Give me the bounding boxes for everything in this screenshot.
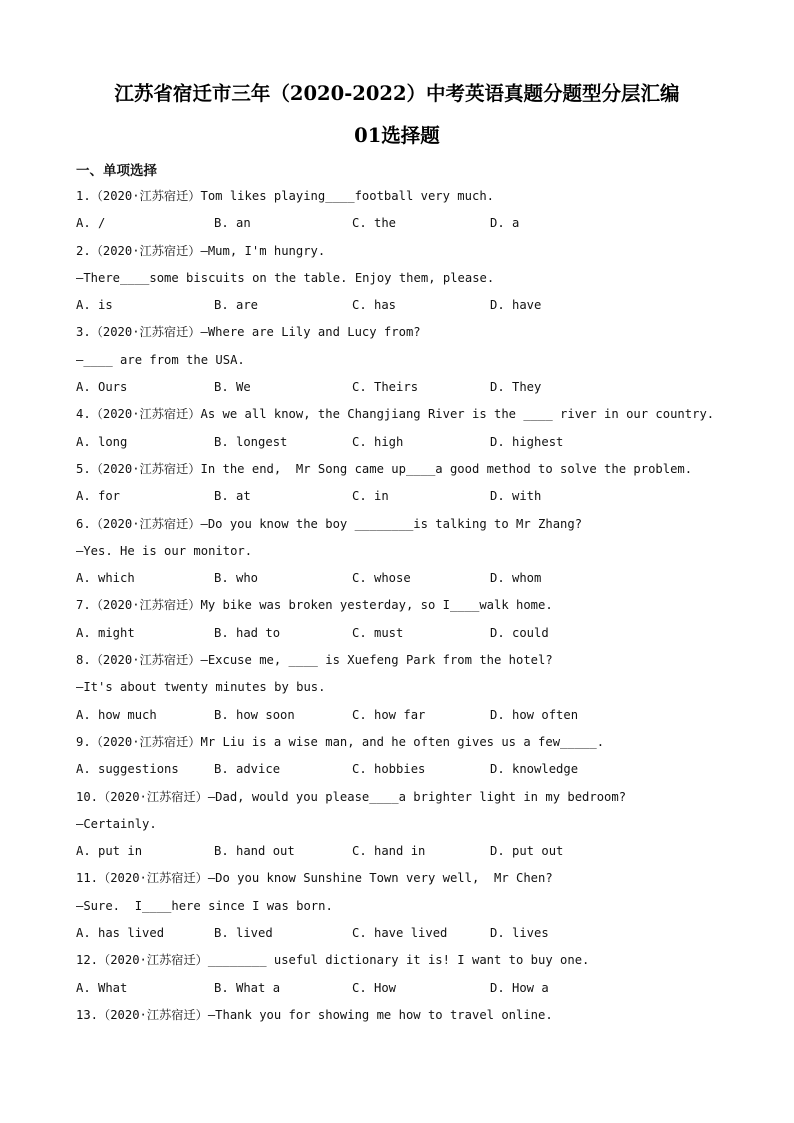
document-title: 江苏省宿迁市三年（2020-2022）中考英语真题分题型分层汇编 [114, 82, 680, 105]
question-num: 3. [76, 325, 91, 340]
answer-option: D. They [490, 380, 542, 395]
question-source: （2020·江苏宿迁） [90, 243, 201, 258]
question-stem [76, 183, 716, 210]
question-dialogue-line: —____ are from the USA. [76, 352, 245, 367]
answer-options [76, 756, 716, 783]
question-source: （2020·江苏宿迁） [90, 189, 201, 203]
question-stem: —Excuse me, ____ is Xuefeng Park from the hotel? [200, 653, 553, 668]
question-stem [76, 511, 716, 538]
answer-option: A. which [76, 571, 135, 586]
answer-option: D. whom [490, 571, 542, 586]
answer-option: A. might [76, 625, 135, 640]
answer-option: C. high [352, 434, 404, 449]
document-subtitle: 01选择题 [354, 124, 440, 147]
question-stem [76, 319, 716, 346]
answer-option: A. put in [76, 844, 143, 859]
question-stem: As we all know, the Changjiang River is the ____ river in our country. [200, 407, 715, 422]
answer-option: B. lived [214, 926, 273, 941]
question-stem: —Where are Lily and Lucy from? [200, 325, 421, 340]
answer-option: B. hand out [214, 844, 295, 859]
question-source: （2020·江苏宿迁） [90, 516, 201, 531]
answer-option: A. long [76, 434, 128, 449]
question-stem [76, 647, 716, 674]
answer-option: C. has [352, 298, 397, 313]
question-source: （2020·江苏宿迁） [90, 325, 201, 340]
answer-option: C. have lived [352, 926, 448, 941]
answer-option: C. hobbies [352, 762, 426, 777]
question-source: （2020·江苏宿迁） [90, 734, 201, 749]
question-stem: —Dad, would you please____a brighter light in my bedroom? [207, 789, 627, 804]
question-stem: Mr Liu is a wise man, and he often gives us a few_____. [200, 734, 605, 749]
question-stem [76, 729, 716, 756]
answer-options [76, 975, 716, 1002]
answer-option: D. could [490, 625, 549, 640]
answer-option: D. put out [490, 844, 564, 859]
answer-option: A. suggestions [76, 762, 179, 777]
question-source: （2020·江苏宿迁） [98, 789, 208, 804]
question-num: 13. [76, 1007, 99, 1022]
question-num: 5. [76, 461, 91, 476]
question-stem: ________ useful dictionary it is! I want to buy one. [207, 953, 590, 968]
answer-option: B. are [214, 298, 259, 313]
answer-option: C. must [352, 625, 404, 640]
answer-option: B. advice [214, 762, 281, 777]
question-num: 9. [76, 734, 91, 749]
question-num: 4. [76, 407, 91, 422]
answer-option: A. is [76, 298, 113, 313]
answer-option: D. a [490, 216, 520, 231]
answer-option: D. knowledge [490, 762, 579, 777]
answer-option: D. with [490, 489, 542, 504]
question-num: 1. [76, 189, 91, 203]
answer-option: A. Ours [76, 380, 128, 395]
answer-options [76, 210, 716, 237]
answer-option: A. / [76, 216, 106, 231]
section-heading: 一、单项选择 [76, 163, 157, 179]
question-num: 7. [76, 598, 91, 613]
question-source: （2020·江苏宿迁） [98, 871, 208, 886]
question-stem [76, 947, 716, 974]
answer-options [76, 292, 716, 319]
question-source: （2020·江苏宿迁） [90, 598, 201, 613]
question-stem [76, 238, 716, 265]
answer-option: A. has lived [76, 926, 165, 941]
question-stem: My bike was broken yesterday, so I____walk home. [200, 598, 553, 613]
answer-options [76, 620, 716, 647]
question-dialogue-line: —It's about twenty minutes by bus. [76, 680, 326, 695]
question-stem [76, 1002, 716, 1029]
answer-options [76, 483, 716, 510]
answer-option: C. How [352, 980, 397, 995]
question-stem [76, 456, 716, 483]
answer-options [76, 920, 716, 947]
question-stem: Tom likes playing____football very much. [200, 189, 494, 203]
answer-options [76, 374, 716, 401]
answer-option: C. whose [352, 571, 411, 586]
question-num: 11. [76, 871, 99, 886]
question-source: （2020·江苏宿迁） [90, 653, 201, 668]
answer-option: D. have [490, 298, 542, 313]
question-stem: —Mum, I'm hungry. [200, 243, 326, 258]
answer-option: C. the [352, 216, 397, 231]
answer-option: C. how far [352, 707, 426, 722]
question-stem: —Thank you for showing me how to travel online. [207, 1007, 553, 1022]
question-stem [76, 401, 716, 428]
question-stem [76, 592, 716, 619]
answer-option: B. We [214, 380, 251, 395]
answer-option: B. longest [214, 434, 288, 449]
question-stem [76, 784, 716, 811]
question-stem: —Do you know Sunshine Town very well, Mr Chen? [207, 871, 553, 886]
question-dialogue-line: —Certainly. [76, 816, 157, 831]
question-source: （2020·江苏宿迁） [98, 953, 208, 968]
question-stem [76, 865, 716, 892]
question-dialogue-line: —Sure. I____here since I was born. [76, 898, 333, 913]
answer-option: A. how much [76, 707, 157, 722]
question-num: 8. [76, 653, 91, 668]
question-source: （2020·江苏宿迁） [98, 1007, 208, 1022]
answer-options [76, 565, 716, 592]
answer-option: A. for [76, 489, 121, 504]
question-stem: In the end, Mr Song came up____a good method to solve the problem. [200, 461, 693, 476]
answer-option: D. How a [490, 980, 549, 995]
answer-options [76, 429, 716, 456]
answer-option: A. What [76, 980, 128, 995]
question-stem: —Do you know the boy ________is talking to Mr Zhang? [200, 516, 583, 531]
answer-options [76, 838, 716, 865]
answer-option: C. in [352, 489, 389, 504]
question-num: 6. [76, 516, 91, 531]
answer-option: D. lives [490, 926, 549, 941]
question-source: （2020·江苏宿迁） [90, 461, 201, 476]
question-num: 10. [76, 789, 99, 804]
answer-option: B. who [214, 571, 259, 586]
answer-option: B. at [214, 489, 251, 504]
answer-option: B. What a [214, 980, 281, 995]
answer-option: B. how soon [214, 707, 295, 722]
answer-option: D. how often [490, 707, 579, 722]
question-dialogue-line: —There____some biscuits on the table. Enjoy them, please. [76, 270, 495, 285]
question-list [76, 183, 716, 1029]
answer-option: B. had to [214, 625, 281, 640]
question-dialogue-line: —Yes. He is our monitor. [76, 543, 253, 558]
question-num: 2. [76, 243, 91, 258]
answer-options [76, 702, 716, 729]
question-source: （2020·江苏宿迁） [90, 407, 201, 422]
question-num: 12. [76, 953, 99, 968]
answer-option: B. an [214, 216, 251, 231]
answer-option: D. highest [490, 434, 564, 449]
answer-option: C. hand in [352, 844, 426, 859]
answer-option: C. Theirs [352, 380, 419, 395]
